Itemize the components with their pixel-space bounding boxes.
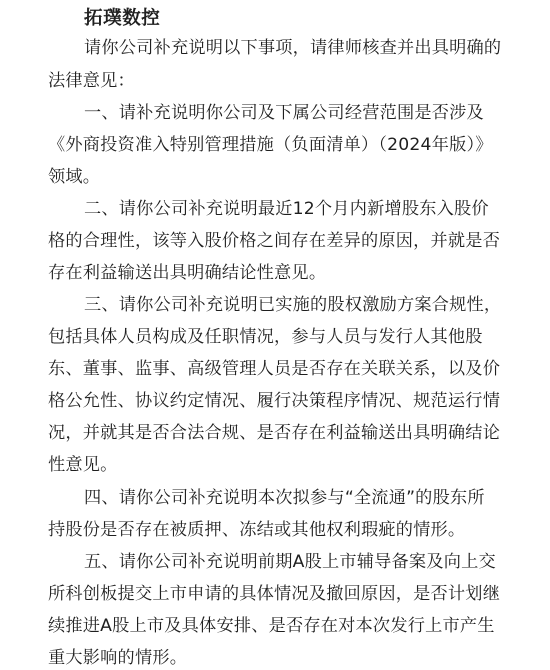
text-line: 三、请你公司补充说明已实施的股权激励方案合规性， [84, 295, 502, 315]
text-line: 性意见。 [48, 455, 118, 475]
text-line: 东、董事、监事、高级管理人员是否存在关联关系，以及价 [48, 359, 501, 379]
text-line: 二、请你公司补充说明最近12个月内新增股东入股价 [84, 199, 489, 219]
text-line: 续推进A股上市及具体安排、是否存在对本次发行上市产生 [48, 616, 495, 636]
text-line: 《外商投资准入特别管理措施（负面清单）（2024年版）》 [48, 135, 493, 155]
text-line: 持股份是否存在被质押、冻结或其他权利瑕疵的情形。 [48, 520, 466, 540]
text-line: 包括具体人员构成及任职情况，参与人员与发行人其他股 [48, 327, 483, 347]
text-line: 请你公司补充说明以下事项，请律师核查并出具明确的 [84, 38, 502, 58]
document-heading: 拓璞数控 [84, 8, 161, 29]
text-line: 四、请你公司补充说明本次拟参与“全流通”的股东所 [84, 488, 485, 508]
text-line: 格公允性、协议约定情况、履行决策程序情况、规范运行情 [48, 391, 501, 411]
text-line: 一、请补充说明你公司及下属公司经营范围是否涉及 [84, 103, 484, 123]
text-line: 领域。 [48, 167, 101, 187]
text-line: 五、请你公司补充说明前期A股上市辅导备案及向上交 [84, 552, 496, 572]
text-line: 所科创板提交上市申请的具体情况及撤回原因，是否计划继 [48, 584, 501, 604]
text-line: 重大影响的情形。 [48, 648, 188, 668]
text-line: 况，并就其是否合法合规、是否存在利益输送出具明确结论 [48, 423, 501, 443]
text-line: 格的合理性，该等入股价格之间存在差异的原因，并就是否 [48, 231, 501, 251]
text-line: 存在利益输送出具明确结论性意见。 [48, 263, 327, 283]
text-line: 法律意见： [48, 71, 135, 91]
